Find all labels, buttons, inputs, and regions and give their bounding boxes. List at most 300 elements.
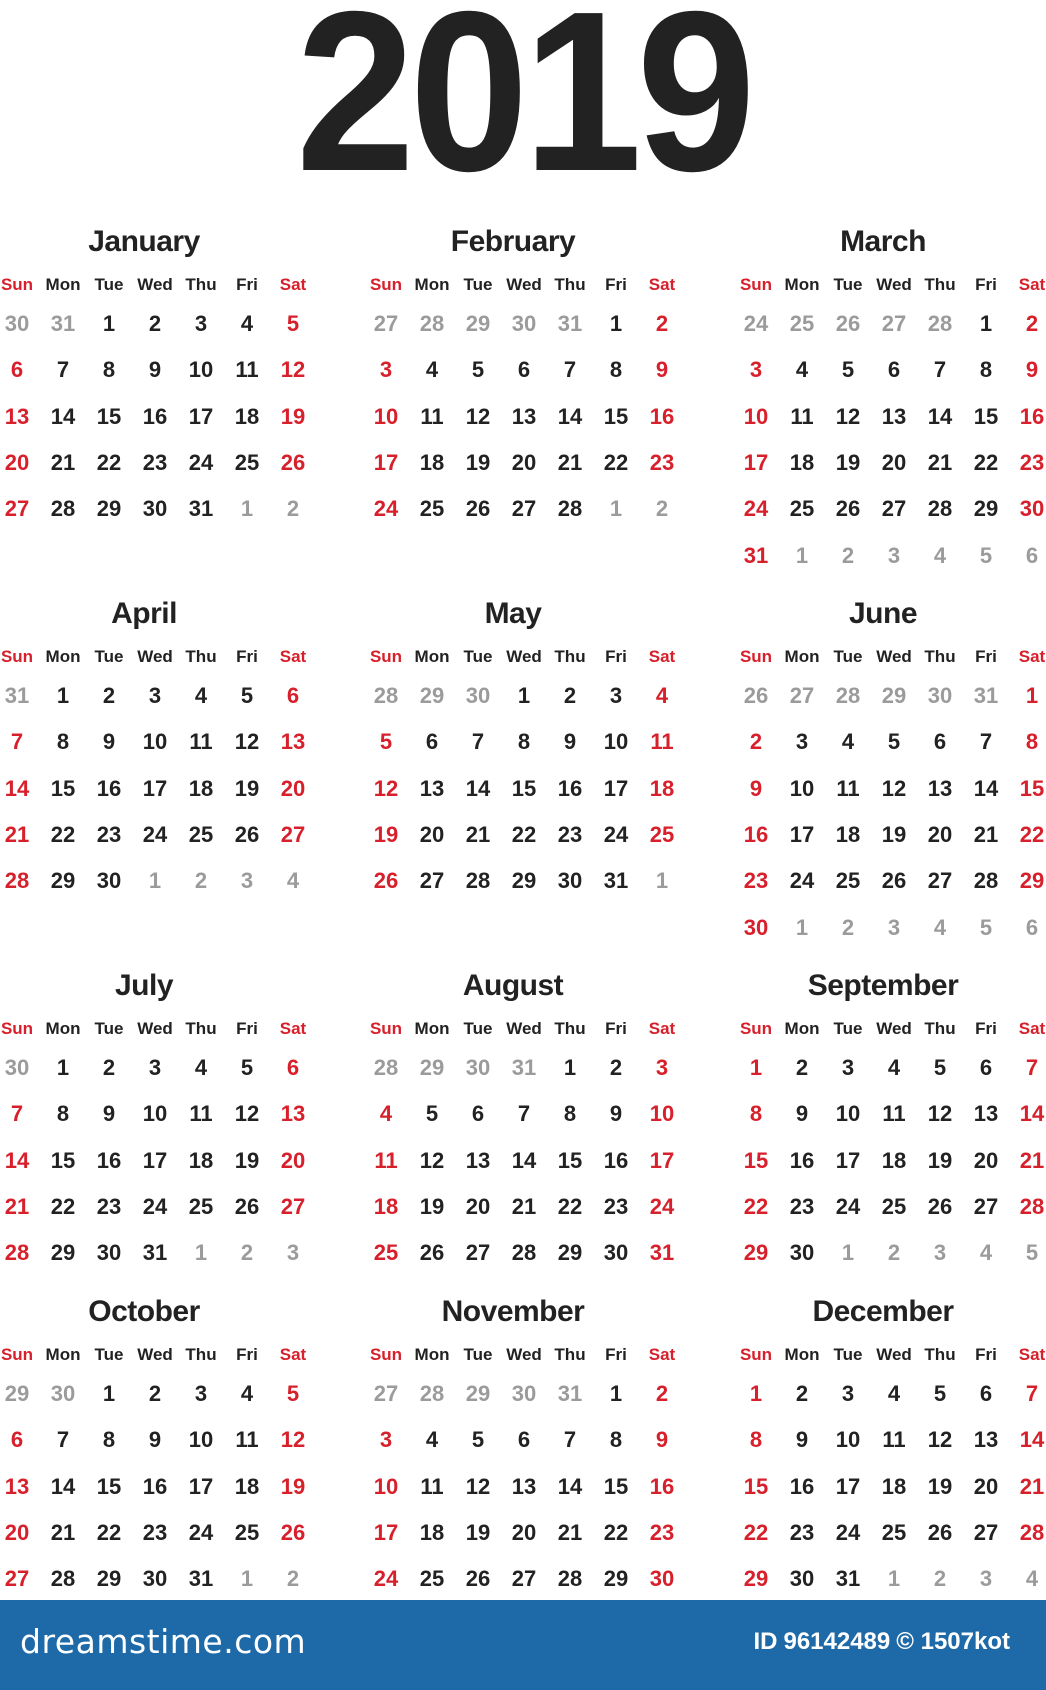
month-name: September (807, 969, 959, 1002)
day-cell-adjacent-month: 1 (194, 1240, 208, 1266)
day-cell: 25 (373, 1240, 399, 1266)
week-row (363, 496, 689, 536)
day-cell: 30 (96, 868, 122, 894)
day-cell: 25 (188, 1193, 214, 1219)
day-cell: 16 (743, 821, 769, 847)
weekday-label: Sun (0, 647, 34, 666)
day-cell-adjacent-month: 4 (286, 868, 300, 894)
day-cell: 31 (743, 542, 769, 568)
day-cell: 6 (933, 729, 947, 755)
month-name: July (114, 969, 174, 1002)
weekday-label: Thu (554, 1345, 586, 1364)
weekday-label: Sat (279, 1345, 307, 1364)
day-cell: 14 (50, 403, 76, 429)
weekday-label: Thu (554, 647, 586, 666)
week-row (363, 1240, 689, 1280)
day-cell-adjacent-month: 3 (286, 1240, 300, 1266)
month-name: April (111, 597, 177, 630)
day-cell: 14 (1019, 1101, 1045, 1127)
day-cell: 6 (286, 1055, 300, 1080)
day-cell: 11 (790, 403, 814, 429)
day-cell: 25 (881, 1519, 907, 1545)
weekday-label: Fri (975, 1345, 997, 1364)
day-cell: 27 (419, 868, 445, 894)
day-cell: 11 (189, 1101, 213, 1127)
day-cell: 18 (234, 1473, 260, 1499)
day-cell: 18 (881, 1147, 907, 1173)
day-cell: 2 (563, 683, 577, 708)
day-cell-adjacent-month: 27 (789, 683, 815, 708)
day-cell: 18 (835, 821, 861, 847)
day-cell: 4 (425, 1427, 439, 1453)
day-cell: 10 (789, 775, 815, 801)
day-cell: 11 (882, 1427, 906, 1453)
day-cell: 28 (927, 496, 953, 522)
weekday-label: Mon (414, 1345, 450, 1364)
week-row (0, 496, 320, 536)
day-cell: 18 (234, 403, 260, 429)
weekday-label: Wed (876, 1345, 912, 1364)
day-cell: 19 (280, 1473, 306, 1499)
day-cell: 28 (557, 496, 583, 522)
day-cell-adjacent-month: 5 (979, 914, 993, 940)
day-cell: 10 (835, 1427, 861, 1453)
weekday-label: Tue (463, 647, 493, 666)
day-cell: 23 (142, 1519, 168, 1545)
day-cell: 28 (50, 496, 76, 522)
day-cell: 30 (142, 1566, 168, 1592)
day-cell: 27 (4, 496, 30, 522)
day-cell: 14 (465, 775, 491, 801)
day-cell: 23 (743, 868, 769, 894)
day-cell: 4 (194, 683, 208, 708)
day-cell: 27 (927, 868, 953, 894)
day-cell: 9 (148, 1427, 162, 1453)
day-cell: 25 (419, 1566, 445, 1592)
weekday-header (733, 1019, 1046, 1047)
day-cell: 21 (511, 1193, 537, 1219)
day-cell: 25 (649, 821, 675, 847)
weekday-label: Mon (414, 1019, 450, 1038)
day-cell: 19 (927, 1473, 953, 1499)
day-cell: 27 (511, 496, 537, 522)
day-cell: 26 (234, 1193, 260, 1219)
day-cell: 12 (234, 1101, 260, 1127)
day-cell: 8 (56, 1101, 70, 1127)
day-cell: 23 (789, 1519, 815, 1545)
day-cell: 1 (102, 311, 116, 336)
day-cell: 31 (188, 496, 214, 522)
day-cell: 18 (419, 1519, 445, 1545)
day-cell: 12 (280, 1427, 306, 1453)
day-cell: 2 (655, 1381, 669, 1406)
day-cell: 30 (557, 868, 583, 894)
day-cell: 13 (4, 403, 30, 429)
day-cell: 3 (749, 357, 763, 383)
day-cell: 14 (4, 1147, 30, 1173)
day-cell: 15 (511, 775, 537, 801)
day-cell: 31 (188, 1566, 214, 1592)
day-cell: 13 (465, 1147, 491, 1173)
day-cell-adjacent-month: 31 (4, 683, 30, 708)
id-number: 96142489 (783, 1628, 891, 1655)
day-cell-adjacent-month: 29 (419, 683, 445, 708)
weekday-label: Fri (975, 647, 997, 666)
weekday-label: Sun (369, 647, 403, 666)
weekday-label: Thu (554, 1019, 586, 1038)
day-cell-adjacent-month: 30 (465, 1055, 491, 1080)
day-cell: 29 (603, 1566, 629, 1592)
day-cell: 17 (743, 449, 769, 475)
day-cell: 13 (973, 1101, 999, 1127)
day-cell-adjacent-month: 31 (511, 1055, 537, 1080)
day-cell-adjacent-month: 27 (373, 1381, 399, 1406)
day-cell-adjacent-month: 6 (1025, 914, 1039, 940)
day-cell: 20 (280, 775, 306, 801)
day-cell-adjacent-month: 1 (841, 1240, 855, 1266)
week-row (0, 1194, 320, 1234)
day-cell: 14 (511, 1147, 537, 1173)
weekday-header (363, 1345, 689, 1373)
day-cell: 2 (148, 1381, 162, 1406)
day-cell-adjacent-month: 2 (887, 1240, 901, 1266)
day-cell-adjacent-month: 28 (835, 683, 861, 708)
day-cell: 9 (148, 357, 162, 383)
month-name: February (450, 225, 576, 258)
day-cell: 6 (887, 357, 901, 383)
day-cell: 22 (511, 821, 537, 847)
day-cell: 26 (927, 1519, 953, 1545)
weekday-label: Tue (833, 1345, 863, 1364)
credit-text: © 1507kot (896, 1628, 1010, 1655)
week-row (0, 404, 320, 444)
day-cell: 7 (1025, 1055, 1039, 1080)
day-cell: 10 (649, 1101, 675, 1127)
day-cell: 28 (557, 1566, 583, 1592)
day-cell: 25 (234, 449, 260, 475)
weekday-label: Sun (739, 1345, 773, 1364)
day-cell: 30 (789, 1240, 815, 1266)
day-cell: 9 (563, 729, 577, 755)
weekday-label: Mon (414, 275, 450, 294)
day-cell: 22 (743, 1519, 769, 1545)
day-cell: 20 (511, 449, 537, 475)
day-cell-adjacent-month: 25 (789, 311, 815, 336)
weekday-label: Thu (924, 1019, 956, 1038)
day-cell: 26 (465, 496, 491, 522)
weekday-label: Thu (924, 1345, 956, 1364)
month-december (733, 1295, 1046, 1625)
weekday-label: Sat (279, 275, 307, 294)
weekday-label: Fri (605, 1345, 627, 1364)
day-cell-adjacent-month: 1 (240, 496, 254, 522)
day-cell: 21 (927, 449, 953, 475)
day-cell: 23 (142, 449, 168, 475)
weekday-label: Sat (648, 1345, 676, 1364)
day-cell: 1 (563, 1055, 577, 1080)
day-cell: 12 (927, 1427, 953, 1453)
day-cell: 20 (4, 449, 30, 475)
day-cell: 15 (557, 1147, 583, 1173)
week-row (733, 1240, 1046, 1280)
day-cell: 17 (142, 1147, 168, 1173)
day-cell: 15 (973, 403, 999, 429)
day-cell: 13 (973, 1427, 999, 1453)
week-row (363, 776, 689, 816)
day-cell-adjacent-month: 1 (795, 542, 809, 568)
weekday-label: Fri (975, 1019, 997, 1038)
day-cell: 18 (789, 449, 815, 475)
weekday-label: Wed (137, 1345, 173, 1364)
day-cell: 10 (373, 403, 399, 429)
month-july (0, 969, 320, 1299)
day-cell: 5 (933, 1055, 947, 1080)
day-cell: 29 (50, 868, 76, 894)
day-cell: 31 (835, 1566, 861, 1592)
day-cell: 7 (56, 1427, 70, 1453)
day-cell: 17 (142, 775, 168, 801)
weekday-label: Wed (506, 647, 542, 666)
day-cell: 20 (973, 1473, 999, 1499)
day-cell: 29 (743, 1566, 769, 1592)
month-name: June (848, 597, 918, 630)
week-row (363, 357, 689, 397)
weekday-label: Tue (463, 275, 493, 294)
day-cell: 25 (789, 496, 815, 522)
day-cell: 25 (835, 868, 861, 894)
week-row (0, 1381, 320, 1421)
day-cell: 13 (881, 403, 907, 429)
image-id (753, 1628, 1016, 1656)
day-cell-adjacent-month: 31 (557, 311, 583, 336)
day-cell-adjacent-month: 29 (465, 311, 491, 336)
day-cell: 17 (835, 1473, 861, 1499)
day-cell: 10 (603, 729, 629, 755)
week-row (733, 1194, 1046, 1234)
day-cell: 10 (743, 403, 769, 429)
day-cell: 22 (96, 1519, 122, 1545)
day-cell: 13 (511, 1473, 537, 1499)
day-cell: 31 (142, 1240, 168, 1266)
day-cell: 28 (1019, 1193, 1045, 1219)
week-row (0, 1148, 320, 1188)
day-cell: 3 (379, 1427, 393, 1453)
day-cell: 17 (188, 403, 214, 429)
week-row (363, 1101, 689, 1141)
day-cell: 13 (419, 775, 445, 801)
week-row (733, 1101, 1046, 1141)
day-cell: 21 (1019, 1473, 1045, 1499)
day-cell: 14 (973, 775, 999, 801)
day-cell: 6 (979, 1055, 993, 1080)
day-cell: 26 (881, 868, 907, 894)
day-cell: 19 (835, 449, 861, 475)
day-cell: 2 (102, 683, 116, 708)
weekday-header (363, 275, 689, 303)
weekday-label: Sun (0, 1345, 34, 1364)
day-cell: 19 (927, 1147, 953, 1173)
day-cell: 22 (743, 1193, 769, 1219)
month-august (363, 969, 689, 1299)
day-cell-adjacent-month: 2 (286, 496, 300, 522)
day-cell: 16 (96, 1147, 122, 1173)
day-cell: 15 (603, 403, 629, 429)
day-cell: 8 (979, 357, 993, 383)
month-october (0, 1295, 320, 1625)
day-cell: 19 (881, 821, 907, 847)
day-cell: 5 (471, 1427, 485, 1453)
day-cell: 21 (4, 1193, 30, 1219)
day-cell: 3 (148, 1055, 162, 1080)
day-cell: 9 (795, 1101, 809, 1127)
day-cell: 27 (881, 496, 907, 522)
day-cell: 9 (102, 1101, 116, 1127)
day-cell: 16 (649, 403, 675, 429)
day-cell: 16 (142, 1473, 168, 1499)
day-cell-adjacent-month: 28 (419, 1381, 445, 1406)
day-cell: 8 (1025, 729, 1039, 755)
day-cell: 7 (10, 1101, 24, 1127)
day-cell: 16 (789, 1473, 815, 1499)
day-cell: 23 (1019, 449, 1045, 475)
weekday-label: Sun (739, 1019, 773, 1038)
weekday-header (363, 1019, 689, 1047)
week-row (733, 404, 1046, 444)
day-cell: 23 (603, 1193, 629, 1219)
day-cell: 4 (240, 311, 254, 336)
weekday-label: Sun (369, 1019, 403, 1038)
day-cell: 14 (50, 1473, 76, 1499)
weekday-label: Sat (648, 1019, 676, 1038)
weekday-header (733, 647, 1046, 675)
day-cell: 31 (603, 868, 629, 894)
weekday-label: Sun (0, 1019, 34, 1038)
day-cell: 11 (420, 1473, 444, 1499)
week-row (0, 1101, 320, 1141)
day-cell-adjacent-month: 28 (419, 311, 445, 336)
day-cell-adjacent-month: 26 (743, 683, 769, 708)
weekday-header (0, 275, 320, 303)
day-cell: 17 (649, 1147, 675, 1173)
day-cell: 26 (927, 1193, 953, 1219)
weekday-label: Wed (137, 647, 173, 666)
day-cell-adjacent-month: 2 (194, 868, 208, 894)
day-cell-adjacent-month: 1 (148, 868, 162, 894)
day-cell: 11 (189, 729, 213, 755)
day-cell: 27 (280, 1193, 306, 1219)
day-cell: 15 (1019, 775, 1045, 801)
day-cell: 26 (373, 868, 399, 894)
day-cell: 18 (188, 1147, 214, 1173)
day-cell: 13 (927, 775, 953, 801)
week-row (733, 729, 1046, 769)
day-cell: 4 (194, 1055, 208, 1080)
weekday-label: Fri (236, 647, 258, 666)
day-cell: 23 (649, 1519, 675, 1545)
day-cell: 17 (373, 449, 399, 475)
day-cell: 14 (557, 1473, 583, 1499)
day-cell: 8 (609, 1427, 623, 1453)
weekday-label: Sat (648, 275, 676, 294)
day-cell: 17 (603, 775, 629, 801)
day-cell: 7 (563, 357, 577, 383)
day-cell-adjacent-month: 4 (1025, 1566, 1039, 1592)
day-cell: 17 (789, 821, 815, 847)
week-row (363, 1427, 689, 1467)
day-cell-adjacent-month: 3 (979, 1566, 993, 1592)
day-cell: 20 (973, 1147, 999, 1173)
day-cell: 21 (50, 449, 76, 475)
month-november (363, 1295, 689, 1625)
day-cell: 3 (655, 1055, 669, 1080)
day-cell: 30 (743, 914, 769, 940)
day-cell-adjacent-month: 2 (240, 1240, 254, 1266)
day-cell: 12 (927, 1101, 953, 1127)
day-cell-adjacent-month: 1 (795, 914, 809, 940)
day-cell: 5 (887, 729, 901, 755)
week-row (363, 311, 689, 351)
day-cell: 29 (96, 496, 122, 522)
day-cell: 24 (188, 1519, 214, 1545)
day-cell: 20 (280, 1147, 306, 1173)
day-cell: 7 (471, 729, 485, 755)
day-cell: 12 (881, 775, 907, 801)
day-cell: 6 (517, 1427, 531, 1453)
weekday-label: Sat (1018, 647, 1046, 666)
day-cell: 7 (979, 729, 993, 755)
day-cell: 22 (557, 1193, 583, 1219)
weekday-label: Fri (605, 275, 627, 294)
day-cell: 19 (465, 1519, 491, 1545)
weekday-label: Mon (45, 1345, 81, 1364)
day-cell: 15 (50, 1147, 76, 1173)
day-cell: 29 (96, 1566, 122, 1592)
day-cell: 10 (142, 729, 168, 755)
day-cell: 21 (1019, 1147, 1045, 1173)
day-cell: 5 (240, 1055, 254, 1080)
weekday-label: Mon (784, 1019, 820, 1038)
day-cell-adjacent-month: 30 (4, 1055, 30, 1080)
weekday-label: Wed (876, 275, 912, 294)
day-cell: 6 (979, 1381, 993, 1406)
month-september (733, 969, 1046, 1299)
day-cell: 25 (234, 1519, 260, 1545)
weekday-label: Sat (1018, 1345, 1046, 1364)
day-cell: 30 (142, 496, 168, 522)
day-cell-adjacent-month: 28 (927, 311, 953, 336)
weekday-label: Thu (924, 647, 956, 666)
day-cell: 10 (373, 1473, 399, 1499)
day-cell: 8 (102, 357, 116, 383)
week-row (0, 1055, 320, 1095)
weekday-label: Fri (236, 1345, 258, 1364)
weekday-header (363, 647, 689, 675)
day-cell: 30 (1019, 496, 1045, 522)
day-cell: 18 (188, 775, 214, 801)
weekday-label: Sun (0, 275, 34, 294)
day-cell: 6 (10, 1427, 24, 1453)
day-cell-adjacent-month: 6 (1025, 542, 1039, 568)
day-cell: 30 (603, 1240, 629, 1266)
day-cell-adjacent-month: 1 (655, 868, 669, 894)
day-cell: 8 (609, 357, 623, 383)
month-april (0, 597, 320, 927)
day-cell: 9 (655, 357, 669, 383)
week-row (0, 1520, 320, 1560)
week-row (363, 1381, 689, 1421)
weekday-label: Sat (648, 647, 676, 666)
day-cell-adjacent-month: 29 (465, 1381, 491, 1406)
